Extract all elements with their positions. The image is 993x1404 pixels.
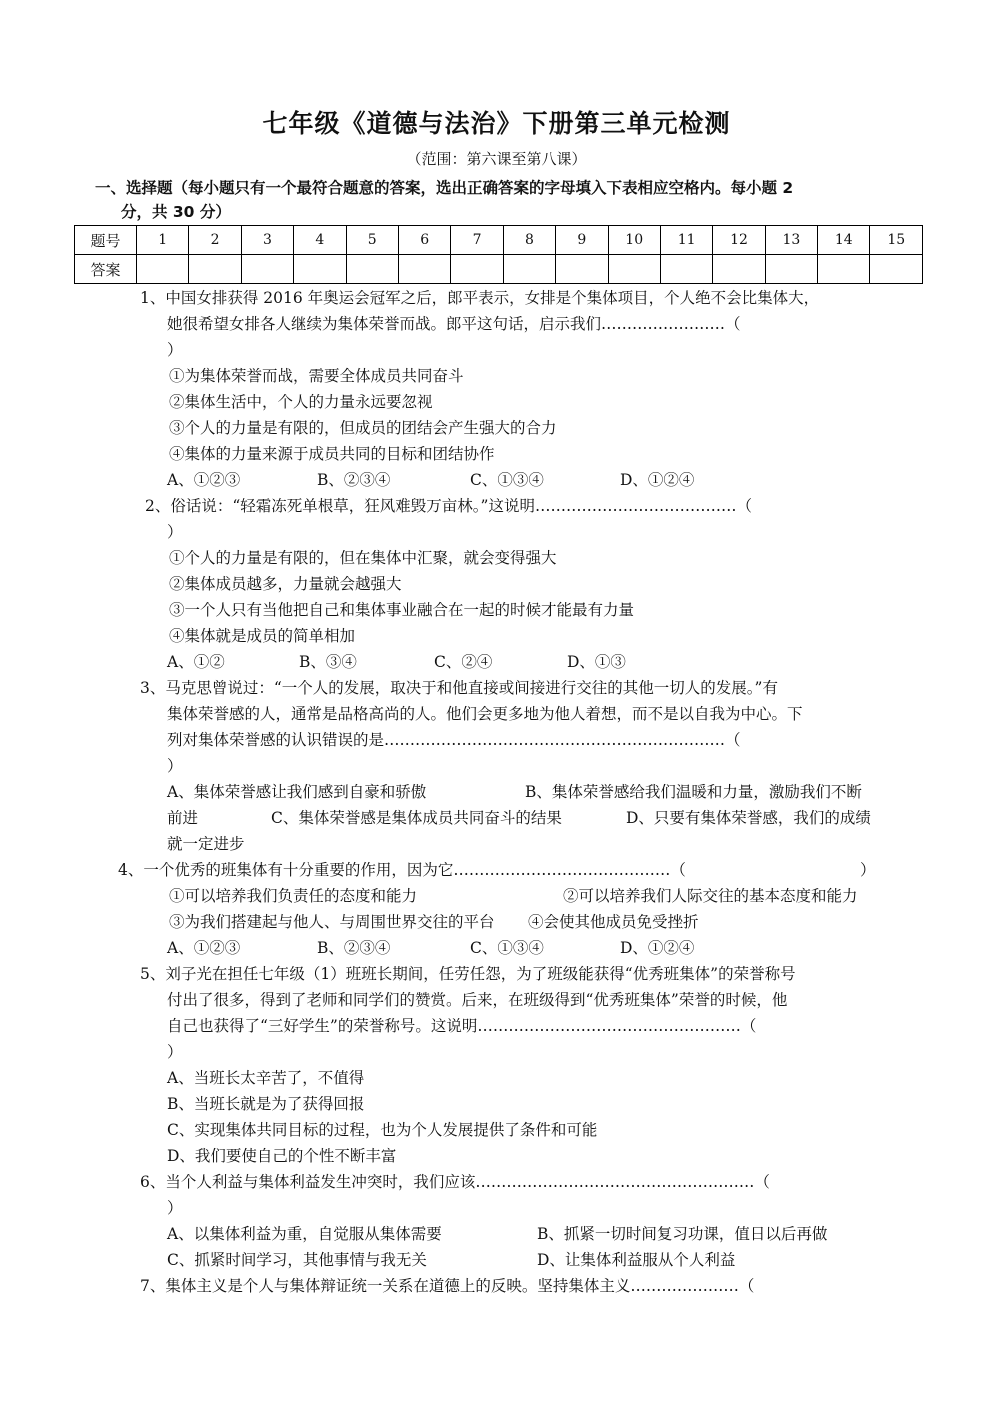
statement-item: ③一个人只有当他把自己和集体事业融合在一起的时候才能最有力量 <box>169 601 635 619</box>
question-2 <box>145 493 900 675</box>
statement-item: ③为我们搭建起与他人、与周围世界交往的平台 <box>169 913 495 931</box>
option-d[interactable]: D、①②④ <box>620 939 695 957</box>
question-stem-line: 1、中国女排获得 2016 年奥运会冠军之后，郎平表示，女排是个集体项目，个人绝不会比集体大， <box>140 289 820 307</box>
question-4 <box>118 857 900 961</box>
question-stem-line: ） <box>167 1199 183 1217</box>
answer-cell[interactable] <box>765 255 817 284</box>
question-stem-line: 3、马克思曾说过：“一个人的发展，取决于和他直接或间接进行交往的其他一切人的发展。”有 <box>140 679 778 697</box>
answer-cell[interactable] <box>398 255 450 284</box>
options-row <box>118 935 900 961</box>
statement-row <box>118 909 900 935</box>
answer-cell[interactable] <box>818 255 870 284</box>
question-number-cell: 7 <box>451 226 503 255</box>
question-stem-line: 集体荣誉感的人，通常是品格高尚的人。他们会更多地为他人着想，而不是以自我为中心。下 <box>167 705 803 723</box>
answer-cell[interactable] <box>556 255 608 284</box>
question-stem-line <box>118 857 900 883</box>
option-d[interactable]: D、让集体利益服从个人利益 <box>537 1251 736 1269</box>
option-b-continued: 前进 <box>167 809 199 827</box>
answer-cell[interactable] <box>713 255 765 284</box>
option-c[interactable]: C、①③④ <box>470 939 544 957</box>
question-number-cell: 1 <box>137 226 189 255</box>
question-number-cell: 13 <box>765 226 817 255</box>
option-a[interactable]: A、①② <box>167 653 225 671</box>
option-c[interactable]: C、②④ <box>434 653 493 671</box>
option-a[interactable]: A、①②③ <box>167 471 241 489</box>
statement-item: ②集体成员越多，力量就会越强大 <box>169 575 402 593</box>
question-stem-line: 她很希望女排各人继续为集体荣誉而战。郎平这句话，启示我们……………………（ <box>167 315 741 333</box>
option-b[interactable]: B、②③④ <box>317 471 391 489</box>
section-heading-line1: 一、选择题（每小题只有一个最符合题意的答案，选出正确答案的字母填入下表相应空格内。每小题 2 <box>95 179 794 197</box>
answer-cell[interactable] <box>451 255 503 284</box>
question-6 <box>140 1169 900 1273</box>
option-b[interactable]: B、集体荣誉感给我们温暖和力量，激励我们不断 <box>525 783 862 801</box>
question-number-cell: 6 <box>398 226 450 255</box>
question-number-cell: 9 <box>556 226 608 255</box>
question-stem-line: 2、俗话说：“轻霜冻死单根草，狂风难毁万亩林。”这说明…………………………………（ <box>145 497 752 515</box>
statement-item: ④集体就是成员的简单相加 <box>169 627 356 645</box>
option-a[interactable]: A、集体荣誉感让我们感到自豪和骄傲 <box>167 783 427 801</box>
answer-cell[interactable] <box>137 255 189 284</box>
option-c[interactable]: C、集体荣誉感是集体成员共同奋斗的结果 <box>271 809 562 827</box>
answer-cell[interactable] <box>294 255 346 284</box>
options-row <box>140 805 900 831</box>
option-c[interactable]: C、①③④ <box>470 471 544 489</box>
option-c[interactable]: C、实现集体共同目标的过程，也为个人发展提供了条件和可能 <box>167 1121 598 1139</box>
statement-item: ④集体的力量来源于成员共同的目标和团结协作 <box>169 445 495 463</box>
option-d[interactable]: D、我们要使自己的个性不断丰富 <box>167 1147 397 1165</box>
answer-table-answer-row <box>75 255 923 284</box>
option-d[interactable]: D、①③ <box>567 653 626 671</box>
option-b[interactable]: B、③④ <box>299 653 357 671</box>
question-stem-line: ） <box>167 523 183 541</box>
answer-table <box>74 225 923 284</box>
options-row <box>140 1221 900 1247</box>
options-row <box>145 649 900 675</box>
section-heading-line2: 分，共 30 分） <box>121 203 231 221</box>
answer-cell[interactable] <box>660 255 712 284</box>
question-stem-line: 5、刘子光在担任七年级（1）班班长期间，任劳任怨，为了班级能获得“优秀班集体”的荣誉称号 <box>140 965 796 983</box>
question-number-cell: 12 <box>713 226 765 255</box>
statement-item: ②集体生活中，个人的力量永远要忽视 <box>169 393 433 411</box>
answer-cell[interactable] <box>346 255 398 284</box>
question-stem-line: ） <box>167 757 183 775</box>
option-b[interactable]: B、当班长就是为了获得回报 <box>167 1095 365 1113</box>
options-row <box>140 467 900 493</box>
question-number-cell: 15 <box>870 226 923 255</box>
question-number-cell: 3 <box>241 226 293 255</box>
option-d[interactable]: D、只要有集体荣誉感，我们的成绩 <box>626 809 871 827</box>
question-3 <box>140 675 900 857</box>
option-a[interactable]: A、①②③ <box>167 939 241 957</box>
question-5 <box>140 961 900 1169</box>
options-row <box>140 779 900 805</box>
statement-item: ④会使其他成员免受挫折 <box>528 913 699 931</box>
question-stem-line: ） <box>167 341 183 359</box>
statement-item: ①可以培养我们负责任的态度和能力 <box>169 887 418 905</box>
answer-cell[interactable] <box>608 255 660 284</box>
row-label-number: 题号 <box>75 226 137 255</box>
option-d[interactable]: D、①②④ <box>620 471 695 489</box>
option-a[interactable]: A、当班长太辛苦了，不值得 <box>167 1069 365 1087</box>
question-1 <box>140 285 900 493</box>
row-label-answer: 答案 <box>75 255 137 284</box>
question-stem-line: 付出了很多，得到了老师和同学们的赞赏。后来，在班级得到“优秀班集体”荣誉的时候，他 <box>167 991 788 1009</box>
statement-item: ①为集体荣誉而战，需要全体成员共同奋斗 <box>169 367 464 385</box>
statement-item: ②可以培养我们人际交往的基本态度和能力 <box>563 887 858 905</box>
section-heading <box>95 176 907 224</box>
question-number-cell: 14 <box>818 226 870 255</box>
answer-table-number-row <box>75 226 923 255</box>
question-number-cell: 5 <box>346 226 398 255</box>
option-d-continued: 就一定进步 <box>167 835 245 853</box>
options-row <box>140 1247 900 1273</box>
question-stem-line: 列对集体荣誉感的认识错误的是…………………………………………………………（ <box>167 731 741 749</box>
answer-cell[interactable] <box>503 255 555 284</box>
statement-item: ③个人的力量是有限的，但成员的团结会产生强大的合力 <box>169 419 557 437</box>
question-stem-line: ） <box>167 1043 183 1061</box>
page-subtitle: （范围：第六课至第八课） <box>406 150 587 168</box>
question-number-cell: 8 <box>503 226 555 255</box>
question-stem-line: 7、集体主义是个人与集体辩证统一关系在道德上的反映。坚持集体主义…………………（ <box>140 1277 755 1295</box>
statement-row <box>118 883 900 909</box>
question-number-cell: 4 <box>294 226 346 255</box>
answer-cell[interactable] <box>189 255 241 284</box>
question-stem-line: 6、当个人利益与集体利益发生冲突时，我们应该………………………………………………（ <box>140 1173 770 1191</box>
answer-cell[interactable] <box>870 255 923 284</box>
question-7 <box>140 1273 900 1299</box>
question-stem-text: 4、一个优秀的班集体有十分重要的作用，因为它……………………………………（ <box>118 861 686 879</box>
answer-cell[interactable] <box>241 255 293 284</box>
option-a[interactable]: A、以集体利益为重，自觉服从集体需要 <box>167 1225 442 1243</box>
option-b[interactable]: B、抓紧一切时间复习功课，值日以后再做 <box>537 1225 828 1243</box>
statement-item: ①个人的力量是有限的，但在集体中汇聚，就会变得强大 <box>169 549 557 567</box>
question-stem-line: 自己也获得了“三好学生”的荣誉称号。这说明……………………………………………（ <box>167 1017 757 1035</box>
option-c[interactable]: C、抓紧时间学习，其他事情与我无关 <box>167 1251 427 1269</box>
page-title: 七年级《道德与法治》下册第三单元检测 <box>262 109 731 138</box>
answer-paren-close: ） <box>860 861 876 879</box>
question-number-cell: 10 <box>608 226 660 255</box>
option-b[interactable]: B、②③④ <box>317 939 391 957</box>
question-number-cell: 11 <box>660 226 712 255</box>
question-number-cell: 2 <box>189 226 241 255</box>
